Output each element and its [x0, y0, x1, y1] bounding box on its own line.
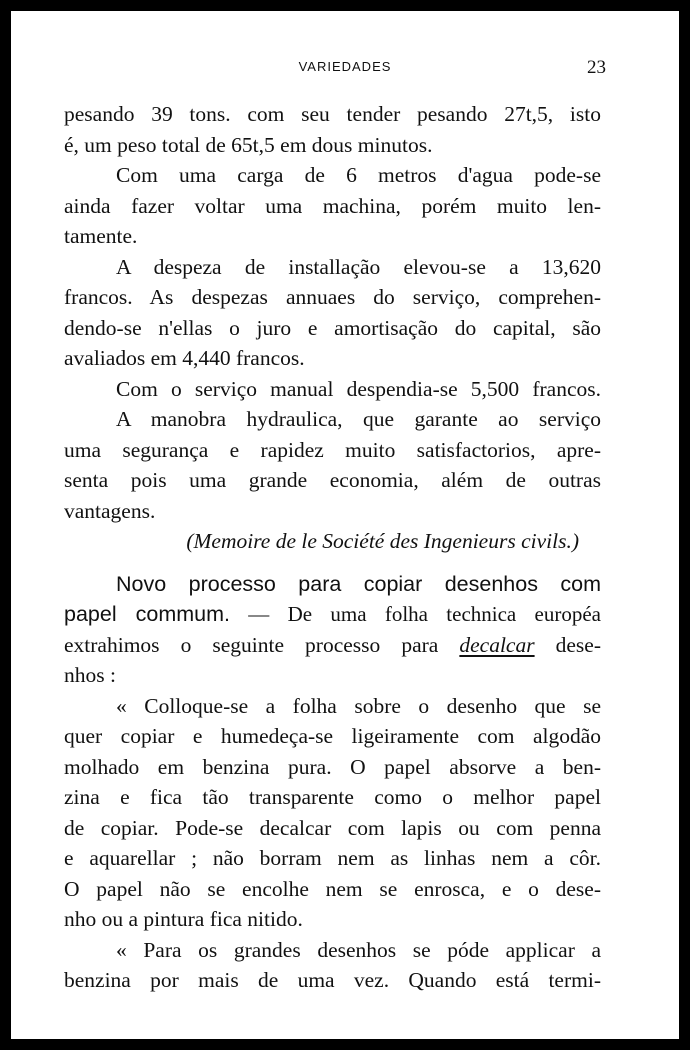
- emphasized-word: decalcar: [459, 632, 535, 657]
- text-line: de copiar. Pode-se decalcar com lapis ou com penna: [64, 815, 601, 840]
- text-line: « Colloque-se a folha sobre o desenho que se: [116, 693, 601, 718]
- heading-text: Novo processo para copiar desenhos com: [116, 571, 601, 596]
- text-span: extrahimos o seguinte processo para: [64, 632, 460, 657]
- section-heading: [64, 569, 601, 600]
- text-line: zina e fica tão transparente como o melhor papel: [64, 785, 601, 809]
- text-span: — De uma folha technica européa: [230, 602, 601, 626]
- text-line: Com uma carga de 6 metros d'agua pode-se: [116, 163, 601, 187]
- citation: (Memoire de le Société des Ingenieurs civils.): [186, 529, 579, 553]
- text-line: benzina por mais de uma vez. Quando está termi-: [64, 968, 601, 992]
- text-line: e aquarellar ; não borram nem as linhas nem a côr.: [64, 846, 601, 870]
- running-head: [11, 59, 679, 83]
- text-line: dendo-se n'ellas o juro e amortisação do capital, são: [64, 315, 601, 340]
- text-line: vantagens.: [64, 498, 156, 523]
- text-line: molhado em benzina pura. O papel absorve a ben-: [64, 754, 601, 779]
- text-line: é, um peso total de 65t,5 em dous minutos.: [64, 132, 433, 157]
- text-line: nhos :: [64, 663, 116, 687]
- text-line: « Para os grandes desenhos se póde applicar a: [116, 937, 601, 962]
- text-line: Com o serviço manual despendia-se 5,500 francos.: [116, 376, 601, 401]
- text-line: [64, 599, 601, 630]
- text-line: A manobra hydraulica, que garante ao serviço: [116, 407, 601, 431]
- heading-text: papel commum.: [64, 602, 230, 626]
- page-number: 23: [587, 57, 606, 78]
- text-line: A despeza de installação elevou-se a 13,620: [116, 254, 601, 279]
- text-line: [64, 630, 601, 661]
- body-text: [64, 99, 601, 996]
- text-line: pesando 39 tons. com seu tender pesando 27t,5, isto: [64, 102, 601, 126]
- book-page: [11, 11, 679, 1039]
- text-line: nho ou a pintura fica nitido.: [64, 907, 303, 931]
- text-line: ainda fazer voltar uma machina, porém muito len-: [64, 193, 601, 218]
- text-line: uma segurança e rapidez muito satisfactorios, apre-: [64, 437, 601, 462]
- text-span: dese-: [534, 632, 601, 657]
- text-line: avaliados em 4,440 francos.: [64, 346, 305, 370]
- text-line: francos. As despezas annuaes do serviço, comprehen-: [64, 285, 601, 309]
- running-title: VARIEDADES: [298, 59, 392, 74]
- text-line: quer copiar e humedeça-se ligeiramente com algodão: [64, 724, 601, 748]
- text-line: tamente.: [64, 224, 138, 248]
- text-line: senta pois uma grande economia, além de outras: [64, 468, 601, 492]
- text-line: O papel não se encolhe nem se enrosca, e o dese-: [64, 876, 601, 901]
